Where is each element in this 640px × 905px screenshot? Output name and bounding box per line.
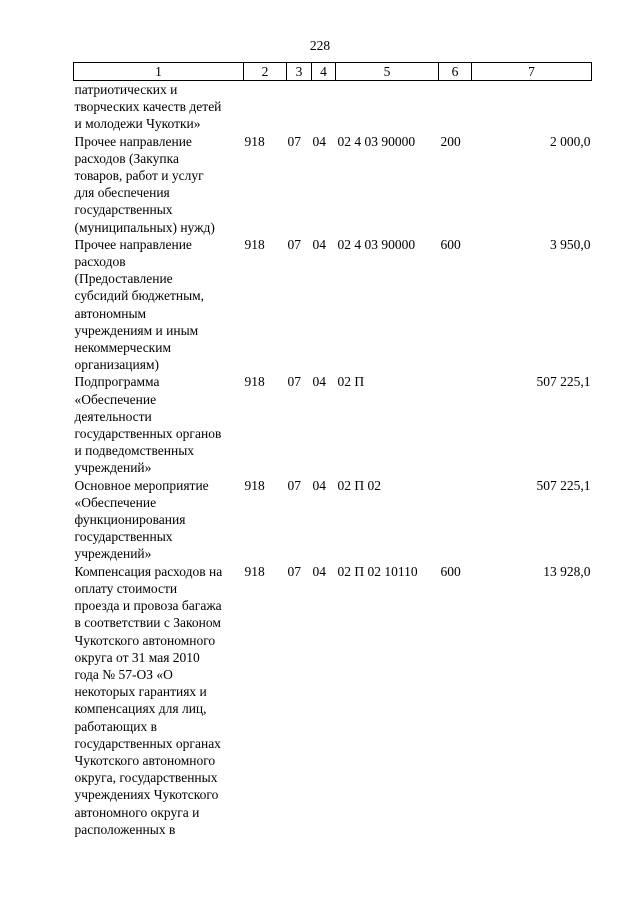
expense-type-cell: 600 xyxy=(440,563,461,579)
item-name-line: «Обеспечение xyxy=(74,494,157,510)
ministry-code-cell: 918 xyxy=(244,563,265,579)
table-row xyxy=(74,477,592,563)
item-name-line: для обеспечения xyxy=(74,185,170,201)
item-name-line: округа от 31 мая 2010 xyxy=(74,649,200,665)
amount-cell: 507 225,1 xyxy=(536,374,591,390)
item-name-line: организациям) xyxy=(74,357,160,373)
item-name-line: некоторых гарантиях и xyxy=(74,684,207,700)
item-name-line: в соответствии с Законом xyxy=(74,615,221,631)
item-name-line: государственных xyxy=(74,529,173,545)
expense-type-cell xyxy=(439,477,472,563)
table-row xyxy=(74,236,592,374)
target-article-cell xyxy=(336,81,439,133)
item-name-cell xyxy=(74,236,244,374)
table-row xyxy=(74,373,592,476)
item-name-line: (муниципальных) нужд) xyxy=(74,219,215,235)
item-name-line: «Обеспечение xyxy=(74,391,157,407)
subsection-code-cell: 04 xyxy=(312,133,326,149)
subsection-code-cell: 04 xyxy=(312,374,326,390)
item-name-line: патриотических и xyxy=(74,82,178,97)
section-code-cell: 07 xyxy=(287,374,301,390)
item-name-line: государственных органах xyxy=(74,735,221,751)
table-row xyxy=(74,133,592,236)
item-name-line: проезда и провоза багажа xyxy=(74,598,222,614)
item-name-line: и подведомственных xyxy=(74,443,195,459)
column-header-1: 1 xyxy=(74,63,244,81)
item-name-line: года № 57-ОЗ «О xyxy=(74,666,173,682)
item-name-line: работающих в xyxy=(74,718,157,734)
item-name-line: деятельности xyxy=(74,408,152,424)
item-name-line: некоммерческим xyxy=(74,340,172,356)
column-header-4: 4 xyxy=(312,63,336,81)
target-article-cell: 02 П 02 10110 xyxy=(337,563,418,579)
item-name-line: Прочее направление xyxy=(74,133,192,149)
item-name-line: субсидий бюджетным, xyxy=(74,288,205,304)
expense-type-cell: 600 xyxy=(440,236,461,252)
ministry-code-cell: 918 xyxy=(244,133,265,149)
subsection-code-cell: 04 xyxy=(312,236,326,252)
item-name-cell xyxy=(74,563,244,838)
item-name-line: Чукотского автономного xyxy=(74,632,216,648)
item-name-line: расположенных в xyxy=(74,821,176,837)
table-row xyxy=(74,81,592,133)
item-name-line: оплату стоимости xyxy=(74,580,178,596)
item-name-line: учреждений» xyxy=(74,460,152,476)
amount-cell: 3 950,0 xyxy=(550,236,591,252)
item-name-line: расходов xyxy=(74,254,126,270)
target-article-cell: 02 4 03 90000 xyxy=(337,236,416,252)
item-name-line: учреждениям и иным xyxy=(74,322,199,338)
item-name-line: функционирования xyxy=(74,512,186,528)
item-name-line: учреждениях Чукотского xyxy=(74,787,219,803)
subsection-code-cell: 04 xyxy=(312,477,326,493)
table-body xyxy=(74,81,592,838)
column-header-7: 7 xyxy=(472,63,592,81)
item-name-line: творческих качеств детей xyxy=(74,99,222,115)
amount-cell: 507 225,1 xyxy=(536,477,591,493)
ministry-code-cell xyxy=(244,81,287,133)
subsection-code-cell: 04 xyxy=(312,563,326,579)
item-name-line: компенсациях для лиц, xyxy=(74,701,207,717)
ministry-code-cell: 918 xyxy=(244,374,265,390)
target-article-cell: 02 П xyxy=(337,374,365,390)
item-name-line: Подпрограмма xyxy=(74,374,160,390)
item-name-cell xyxy=(74,477,244,563)
target-article-cell: 02 П 02 xyxy=(337,477,381,493)
table-row xyxy=(74,563,592,838)
budget-table xyxy=(73,62,592,838)
ministry-code-cell: 918 xyxy=(244,236,265,252)
page-number: 228 xyxy=(309,38,331,53)
item-name-line: Чукотского автономного xyxy=(74,752,216,768)
section-code-cell: 07 xyxy=(287,563,301,579)
section-code-cell: 07 xyxy=(287,477,301,493)
column-header-3: 3 xyxy=(287,63,312,81)
amount-cell xyxy=(472,81,592,133)
section-code-cell xyxy=(287,81,312,133)
table-header-row xyxy=(74,63,592,81)
item-name-line: товаров, работ и услуг xyxy=(74,168,204,184)
item-name-line: расходов (Закупка xyxy=(74,150,179,166)
item-name-line: учреждений» xyxy=(74,546,152,562)
expense-type-cell xyxy=(439,81,472,133)
item-name-line: автономным xyxy=(74,305,147,321)
expense-type-cell xyxy=(439,373,472,476)
subsection-code-cell xyxy=(312,81,336,133)
item-name-cell xyxy=(74,373,244,476)
expense-type-cell: 200 xyxy=(440,133,461,149)
section-code-cell: 07 xyxy=(287,236,301,252)
item-name-line: и молодежи Чукотки» xyxy=(74,116,201,132)
amount-cell: 13 928,0 xyxy=(543,563,591,579)
item-name-cell xyxy=(74,133,244,236)
item-name-line: Прочее направление xyxy=(74,236,192,252)
item-name-line: Компенсация расходов на xyxy=(74,563,223,579)
target-article-cell: 02 4 03 90000 xyxy=(337,133,416,149)
ministry-code-cell: 918 xyxy=(244,477,265,493)
item-name-cell xyxy=(74,81,244,133)
item-name-line: (Предоставление xyxy=(74,271,173,287)
amount-cell: 2 000,0 xyxy=(550,133,591,149)
item-name-line: государственных органов xyxy=(74,426,222,442)
column-header-6: 6 xyxy=(439,63,472,81)
item-name-line: Основное мероприятие xyxy=(74,477,209,493)
item-name-line: государственных xyxy=(74,202,173,218)
section-code-cell: 07 xyxy=(287,133,301,149)
item-name-line: автономного округа и xyxy=(74,804,200,820)
column-header-2: 2 xyxy=(244,63,287,81)
column-header-5: 5 xyxy=(336,63,439,81)
item-name-line: округа, государственных xyxy=(74,770,218,786)
